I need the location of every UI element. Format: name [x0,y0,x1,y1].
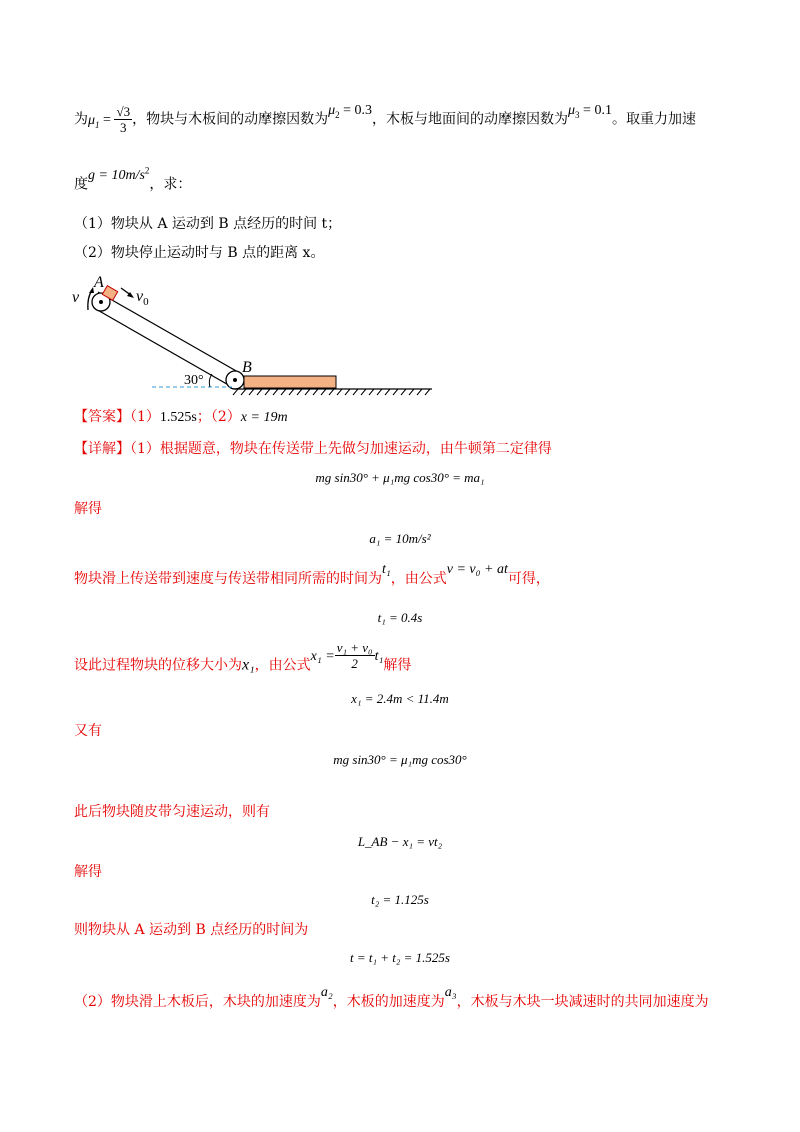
solve-label-2: 解得 [74,864,102,880]
bottom-pulley-axle [233,378,237,382]
label-v0: $v_0$ [136,288,149,308]
a2-symbol: a₂ [320,985,333,1000]
angle-label: 30° [184,373,204,388]
equation-6: L_AB − x₁ = vt₂ [357,834,443,849]
text: ，木板与木块一块减速时的共同加速度为 [456,994,709,1010]
text: 为 [74,111,88,128]
equation-1: mg sin30° + μ₁mg cos30° = ma₁ [315,470,485,485]
answer-sep: ； [196,409,211,425]
equation-2: a₁ = 10m/s² [369,531,431,546]
equation-8: t = t₁ + t₂ = 1.525s [349,950,450,965]
top-pulley-axle [99,300,103,304]
conveyor-diagram [66,268,446,400]
equals: = [99,112,115,128]
text: ，物块与木板间的动摩擦因数为 [132,111,329,128]
mu1-symbol: $\mu_1$ [88,112,100,130]
text: ，木板的加速度为 [332,994,445,1010]
label-a: A [94,274,104,291]
question-2: （2）物块停止运动时与 B 点的距离 x。 [74,245,325,261]
text: 度 [74,176,88,193]
answer-part2: （2） [210,409,241,425]
label-v: v [72,289,80,306]
ground-hatching [233,389,430,395]
velocity-formula: v = v₀ + at [446,562,508,577]
equation-3: t₁ = 0.4s [377,610,423,625]
text: 设此过程物块的位移大小为 [74,657,242,674]
text: 解得 [383,657,412,674]
solve-label-1: 解得 [74,501,102,517]
text: ，木板与地面间的动摩擦因数为 [372,111,569,128]
detail-intro [74,439,730,459]
mu2-expr: $\mu_2 = 0.3$ [328,102,373,120]
text: （1）根据题意，物块在传送带上先做匀加速运动，由牛顿第二定律得 [130,441,552,457]
answer-value-1: 1.525s [159,410,197,425]
x1-line [74,640,730,681]
answer-tag: 【答案】 [74,409,130,425]
detail-tag: 【详解】 [74,441,130,457]
problem-line-1 [74,104,730,135]
text: （2）物块滑上木板后，木块的加速度为 [74,994,321,1010]
problem-line-2 [74,165,730,196]
text: 物块滑上传送带到速度与传送带相同所需的时间为 [74,571,382,587]
mu3-expr: $\mu_3 = 0.1$ [568,102,612,120]
x1-formula: x₁ = $\frac{\text{v₁ + v₀}}{2}$ t₁ [310,640,384,671]
question-1: （1）物块从 A 运动到 B 点经历的时间 t； [74,216,342,232]
equation-7: t₂ = 1.125s [371,892,429,907]
part2-line [74,985,730,1013]
t1-line [74,562,730,590]
text: ，由公式 [254,657,311,674]
t1-symbol: t₁ [382,562,391,577]
sqrt3-over-3: $\frac{√3}{3}$ [116,104,131,135]
text: ，求： [149,176,192,193]
text: 。取重力加速 [611,111,696,128]
equation-4: x₁ = 2.4m < 11.4m [351,691,449,706]
answer-value-2: x = 19m [240,410,288,425]
g-expr: $g = 10m/s^2$ [88,165,150,183]
total-time-line: 则物块从 A 运动到 B 点经历的时间为 [74,922,309,938]
belt-upper-edge [98,292,238,372]
x1-symbol: x₁ [242,656,255,674]
label-b: B [242,359,252,376]
also-label: 又有 [74,723,102,739]
answer-line [74,407,730,428]
wooden-board [244,376,336,388]
equation-5: mg sin30° = μ₁mg cos30° [333,752,467,767]
text: ，由公式 [390,571,447,587]
answer-part1: （1） [130,409,160,425]
a3-symbol: a₃ [444,985,457,1000]
text: 可得， [507,571,550,587]
uniform-line: 此后物块随皮带匀速运动，则有 [74,804,270,820]
